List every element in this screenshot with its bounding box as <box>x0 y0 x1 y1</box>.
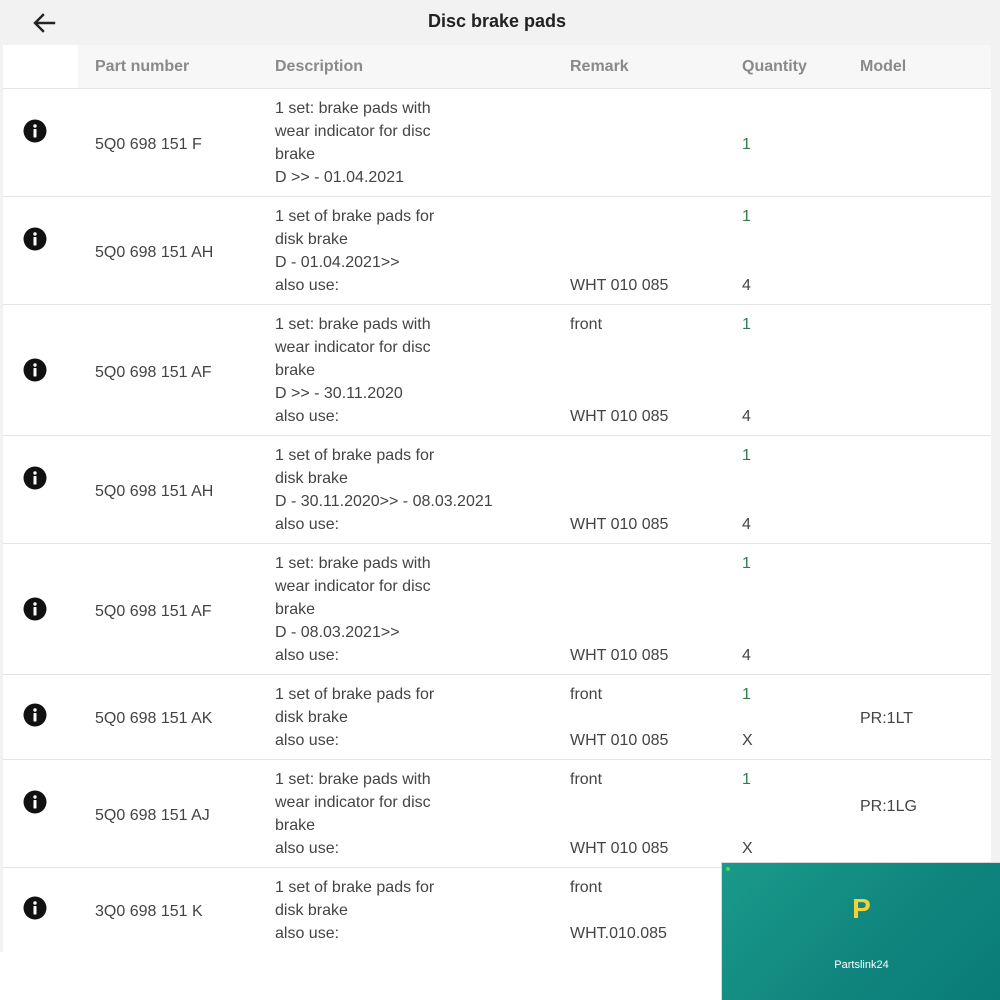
description-line: 1 set of brake pads for <box>275 447 435 464</box>
column-header-remark[interactable]: Remark <box>570 58 629 75</box>
table-row[interactable] <box>3 197 991 305</box>
remark-alt-part: WHT 010 085 <box>570 732 669 749</box>
part-number: 5Q0 698 151 AH <box>95 244 214 261</box>
description-line: 1 set of brake pads for <box>275 686 435 703</box>
quantity-alt-value: X <box>742 840 753 857</box>
description <box>275 683 434 752</box>
description-line: brake <box>275 362 316 379</box>
quantity-value: 1 <box>742 555 751 572</box>
remark-alt-part: WHT.010.085 <box>570 925 667 942</box>
remark-alt-part: WHT 010 085 <box>570 408 669 425</box>
remark-position: front <box>570 879 603 896</box>
description-line: wear indicator for disc <box>275 123 431 140</box>
description-line: brake <box>275 817 316 834</box>
quantity-value: 1 <box>742 771 751 788</box>
description-line: D - 01.04.2021>> <box>275 254 400 271</box>
description-line: also use: <box>275 840 340 857</box>
description-line: brake <box>275 601 316 618</box>
quantity-value: 1 <box>742 316 751 333</box>
table-row[interactable] <box>3 760 991 868</box>
remark-position: front <box>570 686 603 703</box>
remark-alt-part: WHT 010 085 <box>570 647 669 664</box>
column-header-model[interactable]: Model <box>860 58 907 75</box>
quantity-alt-value: 4 <box>742 408 751 425</box>
description-line: also use: <box>275 277 340 294</box>
description <box>275 552 431 667</box>
page-title: Disc brake pads <box>427 11 567 31</box>
column-header-part-number[interactable]: Part number <box>95 58 190 75</box>
table-row[interactable] <box>3 89 991 197</box>
model-code: PR:1LG <box>860 798 917 815</box>
info-icon[interactable] <box>23 227 47 251</box>
description-line: also use: <box>275 732 340 749</box>
description <box>275 444 493 536</box>
description-line: D >> - 01.04.2021 <box>275 169 404 186</box>
top-bar <box>0 0 1000 45</box>
info-icon[interactable] <box>23 703 47 727</box>
quantity-value: 1 <box>742 136 751 153</box>
part-number: 5Q0 698 151 AF <box>95 603 212 620</box>
header-background <box>78 45 991 88</box>
info-icon[interactable] <box>23 466 47 490</box>
quantity-value: 1 <box>742 208 751 225</box>
description-line: 1 set: brake pads with <box>275 771 431 788</box>
table-row[interactable] <box>3 305 991 436</box>
right-gutter <box>991 45 1000 952</box>
description-line: D - 30.11.2020>> - 08.03.2021 <box>275 493 493 510</box>
part-number: 5Q0 698 151 F <box>95 136 202 153</box>
table-row[interactable] <box>3 675 991 760</box>
part-number: 3Q0 698 151 K <box>95 903 203 920</box>
description <box>275 876 434 945</box>
description <box>275 313 431 428</box>
part-number: 5Q0 698 151 AF <box>95 364 212 381</box>
description-line: wear indicator for disc <box>275 578 431 595</box>
description-line: brake <box>275 146 316 163</box>
description <box>275 97 431 189</box>
column-header-quantity[interactable]: Quantity <box>742 58 807 75</box>
description-line: wear indicator for disc <box>275 339 431 356</box>
part-number: 5Q0 698 151 AK <box>95 710 213 727</box>
description-line: disk brake <box>275 231 348 248</box>
model-code: PR:1LT <box>860 710 914 727</box>
description <box>275 768 431 860</box>
column-header-description[interactable]: Description <box>275 58 364 75</box>
remark-alt-part: WHT 010 085 <box>570 277 669 294</box>
remark-position: front <box>570 771 603 788</box>
info-icon[interactable] <box>23 358 47 382</box>
partslink-logo <box>721 862 1000 1000</box>
quantity-alt-value: 4 <box>742 647 751 664</box>
partslink-logo-text: Partslink24 <box>834 959 889 971</box>
description-line: 1 set: brake pads with <box>275 100 431 117</box>
description-line: wear indicator for disc <box>275 794 431 811</box>
table-body <box>3 89 991 953</box>
description <box>275 205 434 297</box>
description-line: D - 08.03.2021>> <box>275 624 400 641</box>
description-line: 1 set of brake pads for <box>275 879 435 896</box>
info-icon[interactable] <box>23 896 47 920</box>
status-dot <box>726 867 730 871</box>
description-line: also use: <box>275 516 340 533</box>
quantity-value: 1 <box>742 686 751 703</box>
description-line: disk brake <box>275 709 348 726</box>
part-number: 5Q0 698 151 AH <box>95 483 214 500</box>
parts-table <box>3 45 991 953</box>
info-icon[interactable] <box>23 597 47 621</box>
remark-alt-part: WHT 010 085 <box>570 840 669 857</box>
info-icon[interactable] <box>23 119 47 143</box>
table-row[interactable] <box>3 544 991 675</box>
description-line: also use: <box>275 408 340 425</box>
description-line: disk brake <box>275 470 348 487</box>
remark-position: front <box>570 316 603 333</box>
quantity-value: 1 <box>742 447 751 464</box>
quantity-alt-value: 4 <box>742 516 751 533</box>
quantity-alt-value: 4 <box>742 277 751 294</box>
description-line: also use: <box>275 647 340 664</box>
description-line: 1 set: brake pads with <box>275 555 431 572</box>
description-line: 1 set of brake pads for <box>275 208 435 225</box>
quantity-alt-value: X <box>742 732 753 749</box>
remark-alt-part: WHT 010 085 <box>570 516 669 533</box>
description-line: disk brake <box>275 902 348 919</box>
partslink-logo-icon: P <box>852 893 871 924</box>
table-header <box>3 45 991 89</box>
info-icon[interactable] <box>23 790 47 814</box>
description-line: 1 set: brake pads with <box>275 316 431 333</box>
description-line: D >> - 30.11.2020 <box>275 385 403 402</box>
description-line: also use: <box>275 925 340 942</box>
part-number: 5Q0 698 151 AJ <box>95 807 210 824</box>
table-row[interactable] <box>3 436 991 544</box>
